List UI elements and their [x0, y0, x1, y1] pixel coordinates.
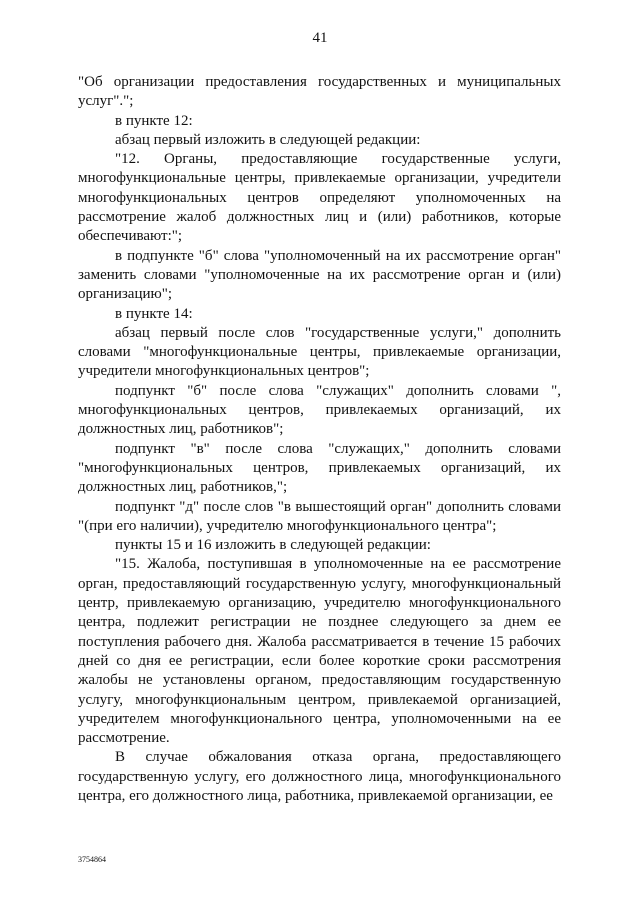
paragraph: подпункт "б" после слова "служащих" дополнить словами ", многофункциональных центров, привлекаемых организаций, их должностных лиц, работников";: [78, 382, 561, 438]
paragraph: подпункт "д" после слов "в вышестоящий орган" дополнить словами "(при его наличии), учредителю многофункционального центра";: [78, 498, 561, 534]
document-body: [78, 73, 561, 806]
page-number: 41: [312, 30, 328, 46]
paragraph: подпункт "в" после слова "служащих," дополнить словами "многофункциональных центров, привлекаемых организаций, их должностных лиц, работников,";: [78, 440, 561, 496]
paragraph: "15. Жалоба, поступившая в уполномоченные на ее рассмотрение орган, предоставляющий государственную услугу, многофункциональный центр, привлекаемую организацию, учредителю многофункционального центра, подлежит регистрации не позднее следующего за днем ее поступления рабочего дня. Жалоба рассматривается в течение 15 рабочих дней со дня ее регистрации, если более короткие сроки рассмотрения жалобы не установлены органом, предоставляющим государственную услугу, многофункциональным центром, привлекаемой организацией, учредителем многофункционального центра, уполномоченными на ее рассмотрение.: [78, 556, 561, 747]
paragraph: в пункте 14:: [115, 305, 193, 322]
paragraph: В случае обжалования отказа органа, предоставляющего государственную услугу, его должностного лица, многофункционального центра, его должностного лица, работника, привлекаемой организации, ее: [78, 749, 561, 804]
paragraph: пункты 15 и 16 изложить в следующей редакции:: [115, 537, 431, 554]
paragraph: "Об организации предоставления государственных и муниципальных услуг".";: [78, 74, 561, 110]
paragraph: абзац первый изложить в следующей редакции:: [115, 131, 421, 148]
paragraph: абзац первый после слов "государственные услуги," дополнить словами "многофункциональные центры, привлекаемые организации, учредители многофункциональных центров";: [78, 324, 561, 380]
paragraph: в пункте 12:: [115, 112, 193, 129]
paragraph: в подпункте "б" слова "уполномоченный на их рассмотрение орган" заменить словами "уполномоченные на их рассмотрение орган и (или) организацию";: [78, 247, 561, 303]
document-code: 3754864: [78, 855, 106, 864]
paragraph: "12. Органы, предоставляющие государственные услуги, многофункциональные центры, привлекаемые организации, учредители многофункциональных центров определяют уполномоченных на рассмотрение жалоб должностных лиц и (или) работников, которые обеспечивают:";: [78, 151, 561, 245]
